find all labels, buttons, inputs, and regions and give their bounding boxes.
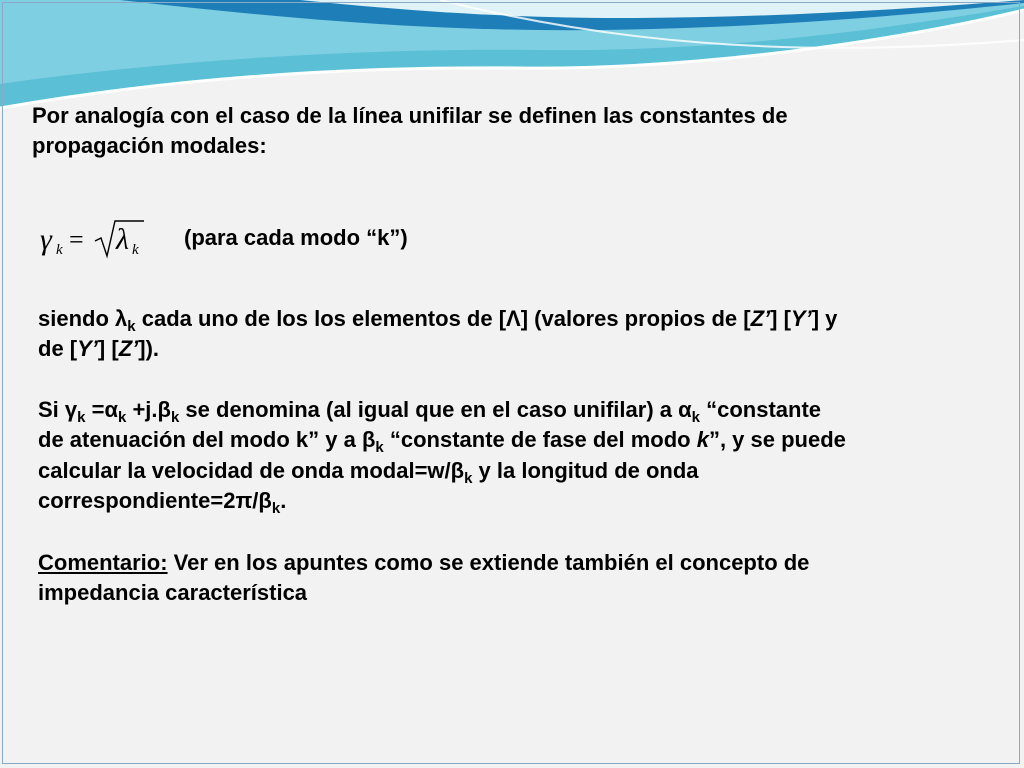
text-fragment: de atenuación del modo k” y a <box>38 427 362 452</box>
subscript-k: k <box>170 409 180 426</box>
lambda-symbol: λ <box>115 306 128 331</box>
text-fragment: cada uno de los los elementos de [ <box>135 306 507 331</box>
text-fragment: ] [ <box>97 336 119 361</box>
subscript-k: k <box>118 409 127 426</box>
beta-symbol: β <box>258 488 272 513</box>
gamma-symbol: γ <box>64 397 78 422</box>
text-fragment: ] (valores propios de [ <box>520 306 751 331</box>
si-line-4 <box>38 486 286 519</box>
text-fragment: / <box>252 488 259 513</box>
text-fragment: se denomina (al igual que en el caso unifilar) a <box>179 397 679 422</box>
comentario-line-2: impedancia característica <box>38 580 308 605</box>
y-prime: Y’ <box>790 306 812 331</box>
beta-symbol: β <box>157 397 171 422</box>
text-fragment: ] y <box>811 306 838 331</box>
si-line-2 <box>38 425 846 458</box>
formula-lambda: λ <box>116 223 129 256</box>
y-prime: Y’ <box>77 336 98 361</box>
comentario-text: Ver en los apuntes como se extiende también el concepto de <box>167 550 810 575</box>
text-fragment: “constante de fase del modo <box>383 427 697 452</box>
siendo-line-2 <box>38 334 159 364</box>
text-fragment: siendo <box>38 306 116 331</box>
formula-equals: = <box>69 225 84 254</box>
text-fragment: Si <box>38 397 65 422</box>
text-fragment: +j. <box>126 397 158 422</box>
italic-k: k <box>696 427 709 452</box>
formula-gamma-sub: k <box>56 242 63 258</box>
intro-line-1: Por analogía con el caso de la línea unifilar se definen las constantes de <box>32 103 788 128</box>
subscript-k: k <box>691 409 700 426</box>
si-line-1 <box>38 395 821 428</box>
text-fragment: . <box>280 488 287 513</box>
formula-note: (para cada modo “k”) <box>184 225 408 250</box>
alpha-symbol: α <box>104 397 118 422</box>
text-fragment: correspondiente=2 <box>38 488 236 513</box>
intro-line-2: propagación modales: <box>32 133 267 158</box>
si-line-3 <box>38 456 699 489</box>
formula-lambda-sub: k <box>132 242 139 258</box>
text-fragment: ]). <box>138 336 160 361</box>
z-prime: Z’ <box>750 306 771 331</box>
subscript-k: k <box>271 500 281 517</box>
formula-gamma: γ <box>40 223 52 256</box>
subscript-k: k <box>77 409 86 426</box>
beta-symbol: β <box>450 458 465 483</box>
subscript-k: k <box>464 470 473 487</box>
alpha-symbol: α <box>678 397 692 422</box>
text-fragment: y la longitud de onda <box>472 458 699 483</box>
z-prime: Z’ <box>118 336 139 361</box>
propagation-constant-formula <box>40 214 150 264</box>
text-fragment: ] [ <box>770 306 791 331</box>
text-fragment: calcular la velocidad de onda modal=w/ <box>38 458 451 483</box>
subscript-k: k <box>375 439 384 456</box>
text-fragment: “constante <box>699 397 822 422</box>
pi-symbol: π <box>235 488 253 513</box>
comentario-label: Comentario: <box>38 550 168 575</box>
siendo-line-1 <box>38 304 837 337</box>
capital-lambda-symbol: Λ <box>506 306 521 331</box>
comentario-line-1 <box>38 548 809 578</box>
text-fragment: ”, y se puede <box>708 427 846 452</box>
text-fragment: de [ <box>38 336 78 361</box>
text-fragment: = <box>85 397 105 422</box>
subscript-k: k <box>127 318 136 335</box>
beta-symbol: β <box>361 427 376 452</box>
